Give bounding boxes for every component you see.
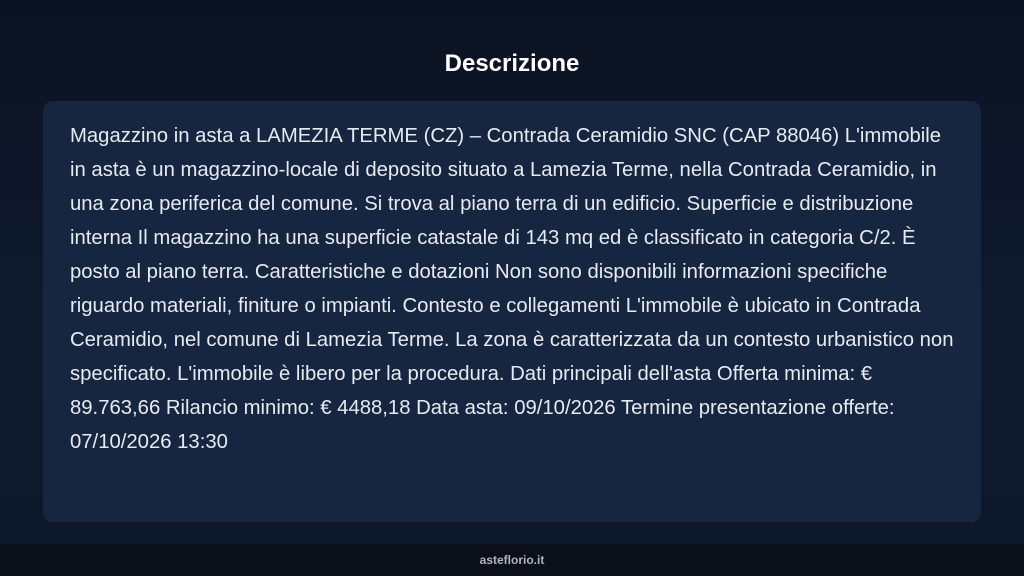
description-text: Magazzino in asta a LAMEZIA TERME (CZ) – Contrada Ceramidio SNC (CAP 88046) L'immobile in asta è un magazzino-locale di deposito situato a Lamezia Terme, nella Contrada Ceramidio, in una zona periferica del comune. Si trova al piano terra di un edificio. Superficie e distribuzione interna Il magazzino ha una superficie catastale di 143 mq ed è classificato in categoria C/2. È posto al piano terra. Caratteristiche e dotazioni Non sono disponibili informazioni specifiche riguardo materiali, finiture o impianti. Contesto e collegamenti L'immobile è ubicato in Contrada Ceramidio, nel comune di Lamezia Terme. La zona è caratterizzata da un contesto urbanistico non specificato. L'immobile è libero per la procedura. Dati principali dell'asta Offerta minima: € 89.763,66 Rilancio minimo: € 4488,18 Data asta: 09/10/2026 Termine presentazione offerte: 07/10/2026 13:30 (70, 125, 954, 453)
footer-bar (0, 544, 1024, 576)
section-title: Descrizione (444, 50, 580, 77)
description-card (43, 101, 981, 522)
footer-site-link[interactable]: asteflorio.it (479, 553, 545, 567)
